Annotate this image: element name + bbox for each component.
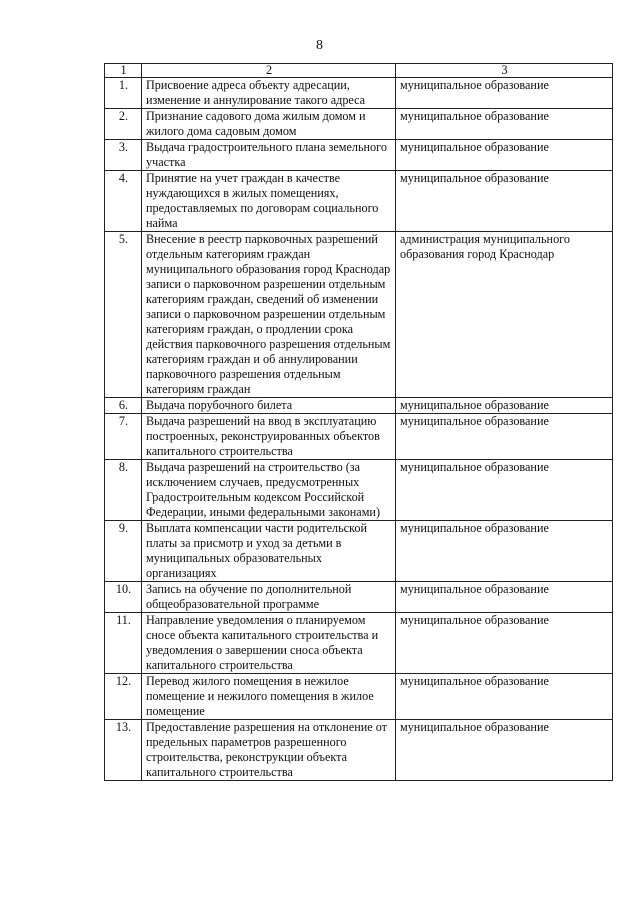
service-name: Выдача градостроительного плана земельного участка bbox=[142, 140, 396, 171]
row-number: 4. bbox=[105, 171, 142, 232]
row-number: 2. bbox=[105, 109, 142, 140]
table-header-row bbox=[105, 64, 613, 78]
row-number: 13. bbox=[105, 720, 142, 781]
service-name: Выдача порубочного билета bbox=[142, 398, 396, 414]
service-name: Принятие на учет граждан в качестве нуждающихся в жилых помещениях, предоставляемых по договорам социального найма bbox=[142, 171, 396, 232]
table-row bbox=[105, 582, 613, 613]
service-name: Предоставление разрешения на отклонение от предельных параметров разрешенного строительства, реконструкции объекта капитального строительства bbox=[142, 720, 396, 781]
table-row bbox=[105, 78, 613, 109]
row-number: 1. bbox=[105, 78, 142, 109]
row-number: 3. bbox=[105, 140, 142, 171]
authority-name: муниципальное образование bbox=[396, 674, 613, 720]
authority-name: муниципальное образование bbox=[396, 78, 613, 109]
table-row bbox=[105, 109, 613, 140]
service-name: Запись на обучение по дополнительной общеобразовательной программе bbox=[142, 582, 396, 613]
authority-name: муниципальное образование bbox=[396, 398, 613, 414]
row-number: 10. bbox=[105, 582, 142, 613]
row-number: 7. bbox=[105, 414, 142, 460]
column-header-number: 1 bbox=[105, 64, 142, 78]
column-header-authority: 3 bbox=[396, 64, 613, 78]
table-row bbox=[105, 140, 613, 171]
table-row bbox=[105, 674, 613, 720]
column-header-service: 2 bbox=[142, 64, 396, 78]
authority-name: муниципальное образование bbox=[396, 720, 613, 781]
table-row bbox=[105, 398, 613, 414]
table-row bbox=[105, 720, 613, 781]
table-row bbox=[105, 414, 613, 460]
authority-name: муниципальное образование bbox=[396, 582, 613, 613]
table-row bbox=[105, 613, 613, 674]
table-row bbox=[105, 232, 613, 398]
service-name: Перевод жилого помещения в нежилое помещение и нежилого помещения в жилое помещение bbox=[142, 674, 396, 720]
row-number: 9. bbox=[105, 521, 142, 582]
service-name: Направление уведомления о планируемом сносе объекта капитального строительства и уведомления о завершении сноса объекта капитального строительства bbox=[142, 613, 396, 674]
row-number: 8. bbox=[105, 460, 142, 521]
table-row bbox=[105, 460, 613, 521]
row-number: 11. bbox=[105, 613, 142, 674]
service-name: Внесение в реестр парковочных разрешений отдельным категориям граждан муниципального образования город Краснодар записи о парковочном разрешении отдельным категориям граждан, сведений об изменении записи о парковочном разрешении отдельным категориям граждан, о продлении срока действия парковочного разрешения отдельным категориям граждан и об аннулировании парковочного разрешения отдельным категориям граждан bbox=[142, 232, 396, 398]
table-row bbox=[105, 521, 613, 582]
authority-name: муниципальное образование bbox=[396, 140, 613, 171]
service-name: Выдача разрешений на ввод в эксплуатацию построенных, реконструированных объектов капитального строительства bbox=[142, 414, 396, 460]
service-name: Признание садового дома жилым домом и жилого дома садовым домом bbox=[142, 109, 396, 140]
table-row bbox=[105, 171, 613, 232]
authority-name: администрация муниципального образования город Краснодар bbox=[396, 232, 613, 398]
authority-name: муниципальное образование bbox=[396, 460, 613, 521]
authority-name: муниципальное образование bbox=[396, 521, 613, 582]
service-name: Выдача разрешений на строительство (за исключением случаев, предусмотренных Градостроительным кодексом Российской Федерации, иными федеральными законами) bbox=[142, 460, 396, 521]
authority-name: муниципальное образование bbox=[396, 613, 613, 674]
row-number: 12. bbox=[105, 674, 142, 720]
services-table bbox=[104, 63, 613, 781]
service-name: Присвоение адреса объекту адресации, изменение и аннулирование такого адреса bbox=[142, 78, 396, 109]
authority-name: муниципальное образование bbox=[396, 414, 613, 460]
row-number: 6. bbox=[105, 398, 142, 414]
service-name: Выплата компенсации части родительской платы за присмотр и уход за детьми в муниципальных образовательных организациях bbox=[142, 521, 396, 582]
row-number: 5. bbox=[105, 232, 142, 398]
authority-name: муниципальное образование bbox=[396, 171, 613, 232]
authority-name: муниципальное образование bbox=[396, 109, 613, 140]
page-number: 8 bbox=[316, 38, 323, 53]
